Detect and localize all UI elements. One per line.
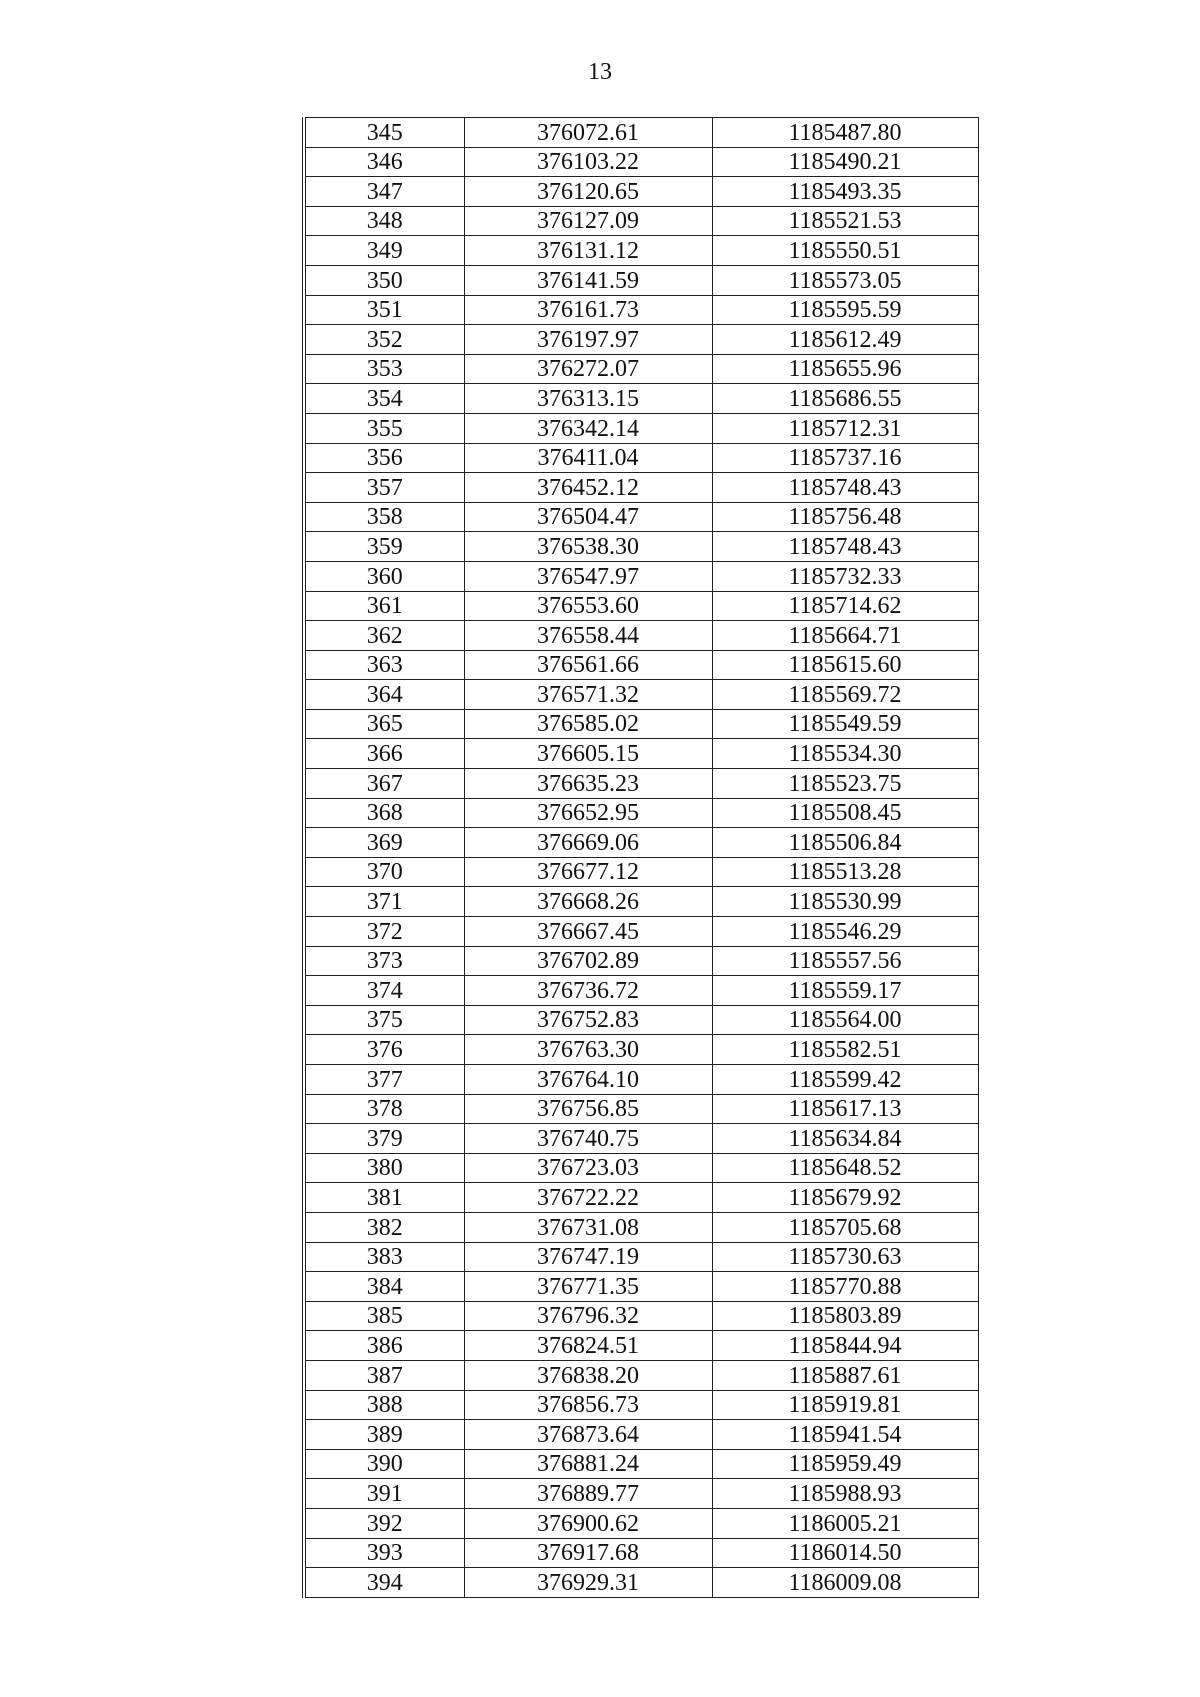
point-number-cell: 353 [304, 354, 464, 384]
table-row [304, 413, 978, 443]
point-number-cell: 394 [304, 1568, 464, 1598]
table-row [304, 532, 978, 562]
coordinate-table [302, 117, 979, 1598]
page-number: 13 [588, 59, 612, 85]
y-coordinate-cell: 1185521.53 [712, 206, 978, 236]
x-coordinate-cell: 376889.77 [464, 1479, 712, 1509]
x-coordinate-cell: 376547.97 [464, 561, 712, 591]
table-row [304, 739, 978, 769]
table-row [304, 443, 978, 473]
x-coordinate-cell: 376838.20 [464, 1360, 712, 1390]
table-row [304, 236, 978, 266]
table-row [304, 354, 978, 384]
y-coordinate-cell: 1185737.16 [712, 443, 978, 473]
point-number-cell: 379 [304, 1124, 464, 1154]
table-row [304, 857, 978, 887]
table-row [304, 828, 978, 858]
x-coordinate-cell: 376796.32 [464, 1301, 712, 1331]
y-coordinate-cell: 1185941.54 [712, 1420, 978, 1450]
point-number-cell: 386 [304, 1331, 464, 1361]
y-coordinate-cell: 1185599.42 [712, 1065, 978, 1095]
x-coordinate-cell: 376856.73 [464, 1390, 712, 1420]
x-coordinate-cell: 376313.15 [464, 384, 712, 414]
y-coordinate-cell: 1185564.00 [712, 1005, 978, 1035]
x-coordinate-cell: 376677.12 [464, 857, 712, 887]
x-coordinate-cell: 376571.32 [464, 680, 712, 710]
point-number-cell: 347 [304, 177, 464, 207]
table-row [304, 384, 978, 414]
x-coordinate-cell: 376561.66 [464, 650, 712, 680]
point-number-cell: 360 [304, 561, 464, 591]
x-coordinate-cell: 376538.30 [464, 532, 712, 562]
point-number-cell: 356 [304, 443, 464, 473]
x-coordinate-cell: 376824.51 [464, 1331, 712, 1361]
y-coordinate-cell: 1185748.43 [712, 532, 978, 562]
table-row [304, 206, 978, 236]
table-row [304, 1538, 978, 1568]
y-coordinate-cell: 1185756.48 [712, 502, 978, 532]
point-number-cell: 385 [304, 1301, 464, 1331]
x-coordinate-cell: 376722.22 [464, 1183, 712, 1213]
y-coordinate-cell: 1185559.17 [712, 976, 978, 1006]
table-row [304, 1094, 978, 1124]
coordinate-table-body [304, 118, 978, 1598]
table-row [304, 118, 978, 148]
x-coordinate-cell: 376900.62 [464, 1508, 712, 1538]
x-coordinate-cell: 376652.95 [464, 798, 712, 828]
table-row [304, 1508, 978, 1538]
point-number-cell: 350 [304, 265, 464, 295]
table-row [304, 650, 978, 680]
x-coordinate-cell: 376103.22 [464, 147, 712, 177]
y-coordinate-cell: 1185686.55 [712, 384, 978, 414]
x-coordinate-cell: 376605.15 [464, 739, 712, 769]
point-number-cell: 393 [304, 1538, 464, 1568]
table-row [304, 1479, 978, 1509]
point-number-cell: 368 [304, 798, 464, 828]
x-coordinate-cell: 376917.68 [464, 1538, 712, 1568]
point-number-cell: 383 [304, 1242, 464, 1272]
y-coordinate-cell: 1185919.81 [712, 1390, 978, 1420]
x-coordinate-cell: 376558.44 [464, 621, 712, 651]
x-coordinate-cell: 376452.12 [464, 473, 712, 503]
y-coordinate-cell: 1185557.56 [712, 946, 978, 976]
x-coordinate-cell: 376072.61 [464, 118, 712, 148]
y-coordinate-cell: 1185655.96 [712, 354, 978, 384]
x-coordinate-cell: 376702.89 [464, 946, 712, 976]
x-coordinate-cell: 376669.06 [464, 828, 712, 858]
point-number-cell: 362 [304, 621, 464, 651]
table-row [304, 502, 978, 532]
y-coordinate-cell: 1185582.51 [712, 1035, 978, 1065]
table-row [304, 798, 978, 828]
table-row [304, 591, 978, 621]
x-coordinate-cell: 376127.09 [464, 206, 712, 236]
point-number-cell: 378 [304, 1094, 464, 1124]
point-number-cell: 369 [304, 828, 464, 858]
point-number-cell: 367 [304, 769, 464, 799]
point-number-cell: 375 [304, 1005, 464, 1035]
y-coordinate-cell: 1185770.88 [712, 1272, 978, 1302]
table-row [304, 621, 978, 651]
y-coordinate-cell: 1185887.61 [712, 1360, 978, 1390]
y-coordinate-cell: 1185617.13 [712, 1094, 978, 1124]
y-coordinate-cell: 1185546.29 [712, 917, 978, 947]
y-coordinate-cell: 1185959.49 [712, 1449, 978, 1479]
table-row [304, 1153, 978, 1183]
table-row [304, 147, 978, 177]
x-coordinate-cell: 376635.23 [464, 769, 712, 799]
x-coordinate-cell: 376504.47 [464, 502, 712, 532]
y-coordinate-cell: 1185705.68 [712, 1212, 978, 1242]
table-row [304, 976, 978, 1006]
x-coordinate-cell: 376764.10 [464, 1065, 712, 1095]
x-coordinate-cell: 376585.02 [464, 709, 712, 739]
table-row [304, 1124, 978, 1154]
table-row [304, 325, 978, 355]
y-coordinate-cell: 1185730.63 [712, 1242, 978, 1272]
point-number-cell: 370 [304, 857, 464, 887]
y-coordinate-cell: 1185615.60 [712, 650, 978, 680]
y-coordinate-cell: 1185714.62 [712, 591, 978, 621]
table-row [304, 1242, 978, 1272]
y-coordinate-cell: 1185493.35 [712, 177, 978, 207]
y-coordinate-cell: 1185550.51 [712, 236, 978, 266]
y-coordinate-cell: 1185506.84 [712, 828, 978, 858]
y-coordinate-cell: 1185732.33 [712, 561, 978, 591]
point-number-cell: 355 [304, 413, 464, 443]
table-row [304, 1568, 978, 1598]
point-number-cell: 384 [304, 1272, 464, 1302]
point-number-cell: 349 [304, 236, 464, 266]
y-coordinate-cell: 1186009.08 [712, 1568, 978, 1598]
table-row [304, 1212, 978, 1242]
y-coordinate-cell: 1185549.59 [712, 709, 978, 739]
table-row [304, 1065, 978, 1095]
y-coordinate-cell: 1185634.84 [712, 1124, 978, 1154]
x-coordinate-cell: 376763.30 [464, 1035, 712, 1065]
y-coordinate-cell: 1185530.99 [712, 887, 978, 917]
y-coordinate-cell: 1185679.92 [712, 1183, 978, 1213]
y-coordinate-cell: 1185844.94 [712, 1331, 978, 1361]
point-number-cell: 372 [304, 917, 464, 947]
table-row [304, 769, 978, 799]
table-row [304, 265, 978, 295]
y-coordinate-cell: 1186005.21 [712, 1508, 978, 1538]
point-number-cell: 359 [304, 532, 464, 562]
x-coordinate-cell: 376756.85 [464, 1094, 712, 1124]
y-coordinate-cell: 1185712.31 [712, 413, 978, 443]
y-coordinate-cell: 1185569.72 [712, 680, 978, 710]
table-row [304, 917, 978, 947]
table-row [304, 709, 978, 739]
table-row [304, 1035, 978, 1065]
point-number-cell: 348 [304, 206, 464, 236]
x-coordinate-cell: 376120.65 [464, 177, 712, 207]
x-coordinate-cell: 376873.64 [464, 1420, 712, 1450]
x-coordinate-cell: 376667.45 [464, 917, 712, 947]
y-coordinate-cell: 1185508.45 [712, 798, 978, 828]
x-coordinate-cell: 376752.83 [464, 1005, 712, 1035]
y-coordinate-cell: 1185490.21 [712, 147, 978, 177]
point-number-cell: 391 [304, 1479, 464, 1509]
point-number-cell: 380 [304, 1153, 464, 1183]
y-coordinate-cell: 1185803.89 [712, 1301, 978, 1331]
point-number-cell: 357 [304, 473, 464, 503]
x-coordinate-cell: 376553.60 [464, 591, 712, 621]
point-number-cell: 363 [304, 650, 464, 680]
point-number-cell: 346 [304, 147, 464, 177]
y-coordinate-cell: 1185595.59 [712, 295, 978, 325]
y-coordinate-cell: 1185573.05 [712, 265, 978, 295]
x-coordinate-cell: 376723.03 [464, 1153, 712, 1183]
table-row [304, 1420, 978, 1450]
point-number-cell: 390 [304, 1449, 464, 1479]
table-row [304, 473, 978, 503]
point-number-cell: 373 [304, 946, 464, 976]
point-number-cell: 382 [304, 1212, 464, 1242]
y-coordinate-cell: 1185513.28 [712, 857, 978, 887]
table-row [304, 1360, 978, 1390]
y-coordinate-cell: 1185534.30 [712, 739, 978, 769]
table-row [304, 1005, 978, 1035]
point-number-cell: 351 [304, 295, 464, 325]
y-coordinate-cell: 1185487.80 [712, 118, 978, 148]
point-number-cell: 361 [304, 591, 464, 621]
point-number-cell: 374 [304, 976, 464, 1006]
point-number-cell: 388 [304, 1390, 464, 1420]
point-number-cell: 392 [304, 1508, 464, 1538]
x-coordinate-cell: 376411.04 [464, 443, 712, 473]
x-coordinate-cell: 376141.59 [464, 265, 712, 295]
table-row [304, 887, 978, 917]
x-coordinate-cell: 376731.08 [464, 1212, 712, 1242]
point-number-cell: 377 [304, 1065, 464, 1095]
x-coordinate-cell: 376161.73 [464, 295, 712, 325]
table-row [304, 1301, 978, 1331]
table-row [304, 1331, 978, 1361]
y-coordinate-cell: 1185523.75 [712, 769, 978, 799]
x-coordinate-cell: 376740.75 [464, 1124, 712, 1154]
table-row [304, 561, 978, 591]
point-number-cell: 371 [304, 887, 464, 917]
y-coordinate-cell: 1185664.71 [712, 621, 978, 651]
table-row [304, 946, 978, 976]
point-number-cell: 358 [304, 502, 464, 532]
table-row [304, 1183, 978, 1213]
x-coordinate-cell: 376771.35 [464, 1272, 712, 1302]
table-row [304, 295, 978, 325]
y-coordinate-cell: 1185748.43 [712, 473, 978, 503]
x-coordinate-cell: 376747.19 [464, 1242, 712, 1272]
x-coordinate-cell: 376272.07 [464, 354, 712, 384]
y-coordinate-cell: 1185988.93 [712, 1479, 978, 1509]
x-coordinate-cell: 376881.24 [464, 1449, 712, 1479]
point-number-cell: 376 [304, 1035, 464, 1065]
x-coordinate-cell: 376131.12 [464, 236, 712, 266]
table-row [304, 680, 978, 710]
table-row [304, 177, 978, 207]
y-coordinate-cell: 1185612.49 [712, 325, 978, 355]
x-coordinate-cell: 376342.14 [464, 413, 712, 443]
point-number-cell: 365 [304, 709, 464, 739]
point-number-cell: 352 [304, 325, 464, 355]
y-coordinate-cell: 1185648.52 [712, 1153, 978, 1183]
y-coordinate-cell: 1186014.50 [712, 1538, 978, 1568]
table-row [304, 1272, 978, 1302]
point-number-cell: 387 [304, 1360, 464, 1390]
point-number-cell: 381 [304, 1183, 464, 1213]
point-number-cell: 345 [304, 118, 464, 148]
table-row [304, 1390, 978, 1420]
x-coordinate-cell: 376197.97 [464, 325, 712, 355]
x-coordinate-cell: 376736.72 [464, 976, 712, 1006]
x-coordinate-cell: 376929.31 [464, 1568, 712, 1598]
point-number-cell: 389 [304, 1420, 464, 1450]
point-number-cell: 364 [304, 680, 464, 710]
x-coordinate-cell: 376668.26 [464, 887, 712, 917]
point-number-cell: 354 [304, 384, 464, 414]
table-row [304, 1449, 978, 1479]
point-number-cell: 366 [304, 739, 464, 769]
